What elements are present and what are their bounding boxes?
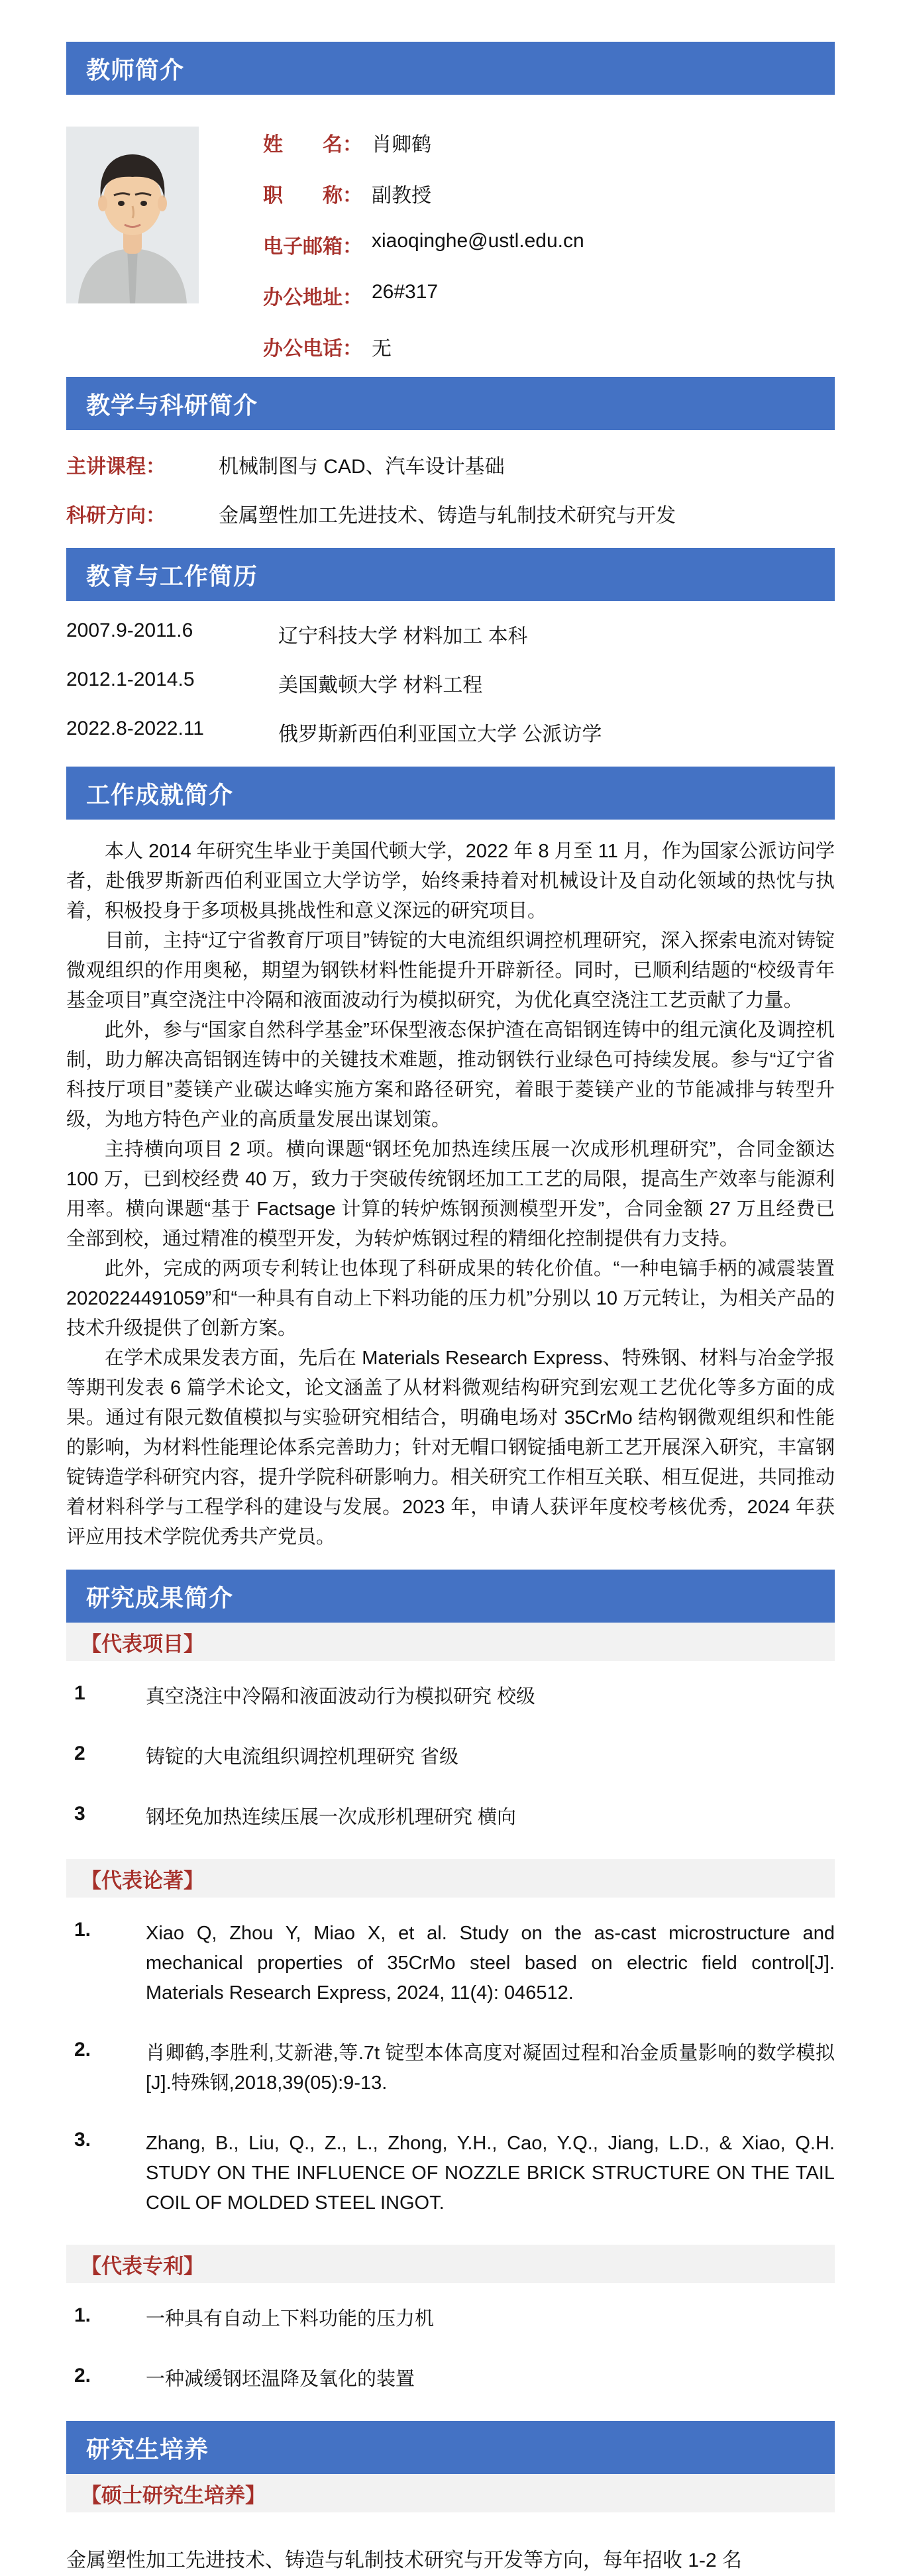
section-title-teacher-intro: 教师简介 <box>86 56 185 83</box>
profile-field-name <box>263 128 584 157</box>
title-label: 职 称： <box>263 185 362 207</box>
patent-number: 2. <box>74 2365 91 2387</box>
achievement-paragraph: 此外，完成的两项专利转让也体现了科研成果的转化价值。“一种电镐手柄的减震装置 2020224491059”和“一种具有自动上下料功能的压力机”分别以 10 万元转让，为相关产品的技术升级提供了创新方案。 <box>66 1258 835 1339</box>
project-text: 真空浇注中冷隔和液面波动行为模拟研究 校级 <box>146 1686 536 1707</box>
teacher-photo <box>66 127 199 303</box>
patent-item <box>66 2365 835 2394</box>
education-period: 2007.9-2011.6 <box>66 619 193 641</box>
paper-number: 3. <box>74 2129 91 2151</box>
section-title-graduate-training: 研究生培养 <box>86 2435 209 2463</box>
section-bar-teacher-intro <box>66 42 835 95</box>
section-bar-research-results <box>66 1570 835 1623</box>
education-period: 2022.8-2022.11 <box>66 718 204 739</box>
project-number: 3 <box>74 1803 85 1825</box>
education-period: 2012.1-2014.5 <box>66 669 195 690</box>
patent-number: 1. <box>74 2304 91 2326</box>
office-label: 办公地址： <box>263 287 362 309</box>
section-bar-graduate-training <box>66 2421 835 2474</box>
project-item <box>66 1682 835 1712</box>
papers-heading: 【代表论著】 <box>81 1868 204 1892</box>
achievement-paragraph: 此外，参与“国家自然科学基金”环保型液态保护渣在高铝钢连铸中的组元演化及调控机制，助力解决高铝钢连铸中的关键技术难题，推动钢铁行业绿色可持续发展。参与“辽宁省科技厅项目”菱镁产业碳达峰实施方案和路径研究，着眼于菱镁产业的节能减排与转型升级，为地方特色产业的高质量发展出谋划策。 <box>66 1020 835 1130</box>
paper-text: Xiao Q, Zhou Y, Miao X, et al. Study on the as-cast microstructure and mechanical properties of 35CrMo steel based on electric field control[J]. Materials Research Express, 2024, 11(4): 046512. <box>146 1923 835 2004</box>
profile-field-phone <box>263 332 584 361</box>
subheading-papers <box>66 1859 835 1898</box>
paper-text: Zhang, B., Liu, Q., Z., L., Zhong, Y.H., Cao, Y.Q., Jiang, L.D., & Xiao, Q.H. STUDY ON THE INFLUENCE OF NOZZLE BRICK STRUCTURE ON THE TAIL COIL OF MOLDED STEEL INGOT. <box>146 2133 835 2214</box>
page-content <box>0 42 901 2576</box>
project-number: 2 <box>74 1743 85 1764</box>
patent-item <box>66 2304 835 2334</box>
profile-field-office <box>263 281 584 310</box>
section-bar-education-history <box>66 548 835 601</box>
phone-value: 无 <box>372 338 392 360</box>
paper-item <box>66 2129 835 2218</box>
subheading-master-training <box>66 2474 835 2512</box>
paper-item <box>66 2039 835 2098</box>
profile-field-title <box>263 179 584 208</box>
research-direction-label: 科研方向： <box>66 505 166 527</box>
section-bar-teaching-research <box>66 377 835 430</box>
education-detail: 俄罗斯新西伯利亚国立大学 公派访学 <box>278 724 602 745</box>
email-label: 电子邮箱： <box>263 236 362 258</box>
achievement-paragraph: 本人 2014 年研究生毕业于美国代顿大学，2022 年 8 月至 11 月，作为国家公派访问学者，赴俄罗斯新西伯利亚国立大学访学，始终秉持着对机械设计及自动化领域的热忱与执着，积极投身于多项极具挑战性和意义深远的研究项目。 <box>66 841 835 922</box>
subheading-projects <box>66 1623 835 1661</box>
section-title-research-results: 研究成果简介 <box>86 1583 234 1611</box>
education-detail: 辽宁科技大学 材料加工 本科 <box>278 625 528 647</box>
courses-label: 主讲课程： <box>66 456 166 478</box>
phone-label: 办公电话： <box>263 338 362 360</box>
profile-block <box>66 127 835 361</box>
paper-text: 肖卿鹤,李胜利,艾新港,等.7t 锭型本体高度对凝固过程和冶金质量影响的数学模拟[J].特殊钢,2018,39(05):9-13. <box>146 2043 835 2094</box>
email-value: xiaoqinghe@ustl.edu.cn <box>372 230 584 252</box>
subheading-patents <box>66 2245 835 2283</box>
master-training-heading: 【硕士研究生培养】 <box>81 2483 266 2507</box>
title-value: 副教授 <box>372 185 431 207</box>
achievement-paragraph: 主持横向项目 2 项。横向课题“钢坯免加热连续压展一次成形机理研究”，合同金额达 100 万，已到校经费 40 万，致力于突破传统钢坯加工工艺的局限，提高生产效率与能源利用率。横向课题“基于 Factsage 计算的转炉炼钢预测模型开发”，合同金额 27 万且经费已全部到校，通过精准的模型开发，为转炉炼钢过程的精细化控制提供有力支持。 <box>66 1139 835 1250</box>
project-text: 铸锭的大电流组织调控机理研究 省级 <box>146 1746 459 1768</box>
project-item <box>66 1743 835 1772</box>
section-title-teaching-research: 教学与科研简介 <box>86 391 258 419</box>
education-row <box>66 619 835 649</box>
profile-field-email <box>263 230 584 259</box>
courses-value: 机械制图与 CAD、汽车设计基础 <box>219 456 505 478</box>
research-direction-value: 金属塑性加工先进技术、铸造与轧制技术研究与开发 <box>219 505 676 527</box>
papers-list <box>66 1919 835 2218</box>
office-value: 26#317 <box>372 281 439 303</box>
education-rows <box>66 619 835 747</box>
project-number: 1 <box>74 1682 85 1704</box>
section-title-achievements: 工作成就简介 <box>86 780 234 808</box>
teacher-photo-image <box>66 127 199 303</box>
achievement-paragraph: 在学术成果发表方面，先后在 Materials Research Express、特殊钢、材料与冶金学报等期刊发表 6 篇学术论文，论文涵盖了从材料微观结构研究到宏观工艺优化等多方面的成果。通过有限元数值模拟与实验研究相结合，明确电场对 35CrMo 结构钢微观组织和性能的影响，为材料性能理论体系完善助力；针对无帽口钢锭插电新工艺开展深入研究，丰富钢锭铸造学科研究内容，提升学院科研影响力。相关研究工作相互关联、相互促进，共同推动着材料科学与工程学科的建设与发展。2023 年，申请人获评年度校考核优秀，2024 年获评应用技术学院优秀共产党员。 <box>66 1348 835 1548</box>
patents-heading: 【代表专利】 <box>81 2254 204 2278</box>
projects-list <box>66 1682 835 1833</box>
patents-list <box>66 2304 835 2394</box>
section-bar-achievements <box>66 767 835 820</box>
courses-row <box>66 450 835 479</box>
patent-text: 一种具有自动上下料功能的压力机 <box>146 2308 435 2330</box>
paper-item <box>66 1919 835 2008</box>
project-text: 钢坯免加热连续压展一次成形机理研究 横向 <box>146 1807 517 1828</box>
education-row <box>66 669 835 698</box>
section-title-education-history: 教育与工作简历 <box>86 562 258 590</box>
name-value: 肖卿鹤 <box>372 134 431 156</box>
projects-heading: 【代表项目】 <box>81 1632 204 1656</box>
teaching-rows <box>66 450 835 528</box>
education-row <box>66 718 835 747</box>
project-item <box>66 1803 835 1833</box>
achievements-paragraphs <box>66 837 835 1552</box>
name-label: 姓 名： <box>263 134 362 156</box>
paper-number: 1. <box>74 1919 91 1941</box>
education-detail: 美国戴顿大学 材料工程 <box>278 674 483 696</box>
paper-number: 2. <box>74 2039 91 2061</box>
graduate-training-text: 金属塑性加工先进技术、铸造与轧制技术研究与开发等方向，每年招收 1-2 名 <box>66 2549 743 2571</box>
profile-info <box>263 127 584 361</box>
research-direction-row <box>66 499 835 528</box>
patent-text: 一种减缓钢坯温降及氧化的装置 <box>146 2369 415 2390</box>
achievement-paragraph: 目前，主持“辽宁省教育厅项目”铸锭的大电流组织调控机理研究，深入探索电流对铸锭微观组织的作用奥秘，期望为钢铁材料性能提升开辟新径。同时，已顺利结题的“校级青年基金项目”真空浇注中冷隔和液面波动行为模拟研究，为优化真空浇注工艺贡献了力量。 <box>66 930 835 1011</box>
